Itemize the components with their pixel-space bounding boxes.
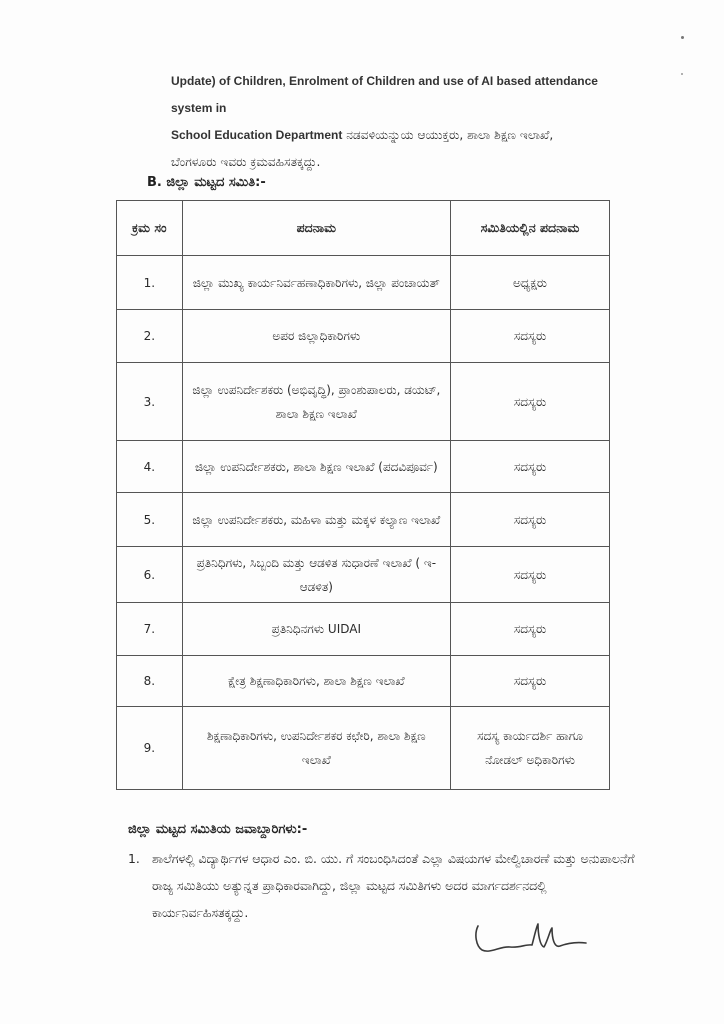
responsibilities-title: ಜಿಲ್ಲಾ ಮಟ್ಟದ ಸಮಿತಿಯ ಜವಾಬ್ದಾರಿಗಳು:- [128,822,308,837]
cell-designation: ಜಿಲ್ಲಾ ಮುಖ್ಯ ಕಾರ್ಯನಿರ್ವಹಣಾಧಿಕಾರಿಗಳು, ಜಿಲ್ಲಾ ಪಂಚಾಯತ್ [182,256,450,310]
header-committee-role: ಸಮಿತಿಯಲ್ಲಿನ ಪದನಾಮ [451,201,610,256]
cell-designation: ಜಿಲ್ಲಾ ಉಪನಿರ್ದೇಶಕರು (ಅಭಿವೃದ್ಧಿ), ಪ್ರಾಂಶುಪಾಲರು, ಡಯಟ್, ಶಾಲಾ ಶಿಕ್ಷಣ ಇಲಾಖೆ [182,363,450,441]
header-serial: ಕ್ರಮ ಸಂ [117,201,183,256]
table-row [117,256,610,310]
cell-designation: ಜಿಲ್ಲಾ ಉಪನಿರ್ದೇಶಕರು, ಶಾಲಾ ಶಿಕ್ಷಣ ಇಲಾಖೆ (ಪದವಿಪೂರ್ವ) [182,441,450,493]
intro-line-1: Update) of Children, Enrolment of Children and use of AI based attendance system in [171,74,598,115]
cell-serial: 2. [117,310,183,363]
district-committee-table [116,200,610,790]
table-row [117,707,610,790]
intro-paragraph [171,68,641,176]
cell-role: ಸದಸ್ಯರು [451,603,610,656]
cell-serial: 8. [117,656,183,707]
intro-line-3: ಬೆಂಗಳೂರು ಇವರು ಕ್ರಮವಹಿಸತಕ್ಕದ್ದು. [171,155,321,169]
cell-serial: 4. [117,441,183,493]
cell-role: ಸದಸ್ಯ ಕಾರ್ಯದರ್ಶಿ ಹಾಗೂ ನೋಡಲ್ ಅಧಿಕಾರಿಗಳು [451,707,610,790]
scan-speck [681,73,683,75]
cell-role: ಅಧ್ಯಕ್ಷರು [451,256,610,310]
table-row [117,310,610,363]
scan-speck [681,36,684,39]
cell-role: ಸದಸ್ಯರು [451,363,610,441]
cell-role: ಸದಸ್ಯರು [451,547,610,603]
cell-designation: ಶಿಕ್ಷಣಾಧಿಕಾರಿಗಳು, ಉಪನಿರ್ದೇಶಕರ ಕಛೇರಿ, ಶಾಲಾ ಶಿಕ್ಷಣ ಇಲಾಖೆ [182,707,450,790]
cell-serial: 9. [117,707,183,790]
table-row [117,493,610,547]
cell-serial: 6. [117,547,183,603]
cell-role: ಸದಸ್ಯರು [451,493,610,547]
table-row [117,656,610,707]
cell-serial: 7. [117,603,183,656]
cell-serial: 1. [117,256,183,310]
table-row [117,603,610,656]
cell-role: ಸದಸ್ಯರು [451,441,610,493]
cell-role: ಸದಸ್ಯರು [451,656,610,707]
table-row [117,363,610,441]
intro-line-2: School Education Department ನಡವಳಿಯನ್ನುಯ ಆಯುಕ್ತರು, ಶಾಲಾ ಶಿಕ್ಷಣ ಇಲಾಖೆ, [171,128,554,142]
cell-designation: ಜಿಲ್ಲಾ ಉಪನಿರ್ದೇಶಕರು, ಮಹಿಳಾ ಮತ್ತು ಮಕ್ಕಳ ಕಲ್ಯಾಣ ಇಲಾಖೆ [182,493,450,547]
list-item-number: 1. [128,851,140,866]
cell-serial: 5. [117,493,183,547]
cell-designation: ಪ್ರತಿನಿಧಿನಗಳು UIDAI [182,603,450,656]
list-item-text: ಶಾಲೆಗಳಲ್ಲಿ ವಿದ್ಯಾರ್ಥಿಗಳ ಆಧಾರ ಎಂ. ಬಿ. ಯು. ಗೆ ಸಂಬಂಧಿಸಿದಂತೆ ಎಲ್ಲಾ ವಿಷಯಗಳ ಮೇಲ್ವಿಚಾರಣೆ ಮತ್ತು ಅನುಪಾಲನೆಗೆ ರಾಜ್ಯ ಸಮಿತಿಯು ಅತ್ಯುನ್ನತ ಪ್ರಾಧಿಕಾರವಾಗಿದ್ದು, ಜಿಲ್ಲಾ ಮಟ್ಟದ ಸಮಿತಿಗಳು ಅದರ ಮಾರ್ಗದರ್ಶನದಲ್ಲಿ ಕಾರ್ಯನಿರ್ವಹಿಸತಕ್ಕದ್ದು. [152,851,635,920]
cell-designation: ಪ್ರತಿನಿಧಿಗಳು, ಸಿಬ್ಬಂದಿ ಮತ್ತು ಆಡಳಿತ ಸುಧಾರಣೆ ಇಲಾಖೆ ( ಇ-ಆಡಳಿತ) [182,547,450,603]
section-title: B. ಜಿಲ್ಲಾ ಮಟ್ಟದ ಸಮಿತಿ:- [147,175,266,190]
list-item [128,845,638,926]
responsibilities-list [128,845,638,926]
cell-designation: ಕ್ಷೇತ್ರ ಶಿಕ್ಷಣಾಧಿಕಾರಿಗಳು, ಶಾಲಾ ಶಿಕ್ಷಣ ಇಲಾಖೆ [182,656,450,707]
cell-designation: ಅಪರ ಜಿಲ್ಲಾಧಿಕಾರಿಗಳು [182,310,450,363]
handwritten-signature-icon [470,920,590,960]
cell-serial: 3. [117,363,183,441]
table-row [117,441,610,493]
table-row [117,547,610,603]
cell-role: ಸದಸ್ಯರು [451,310,610,363]
header-designation: ಪದನಾಮ [182,201,450,256]
table-header-row [117,201,610,256]
